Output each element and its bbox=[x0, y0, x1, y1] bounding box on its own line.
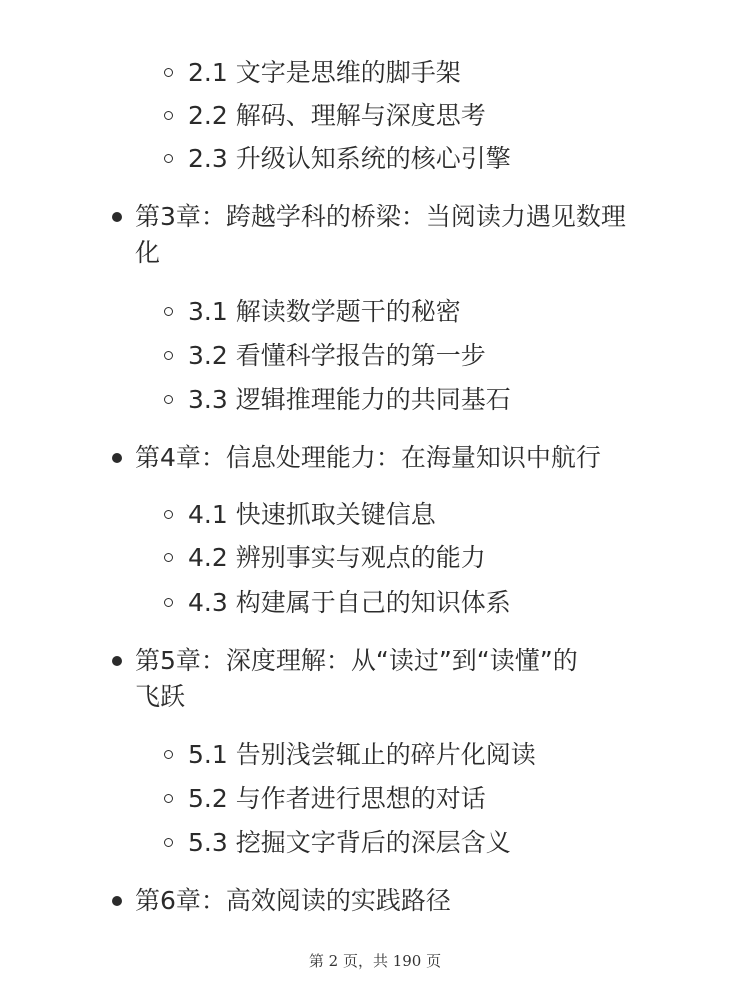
list-bullet-circle bbox=[164, 68, 173, 77]
list-bullet-disc bbox=[112, 212, 122, 222]
section-2-1: 2.1 文字是思维的脚手架 bbox=[188, 58, 461, 87]
section-3-3: 3.3 逻辑推理能力的共同基石 bbox=[188, 385, 511, 414]
list-bullet-circle bbox=[164, 395, 173, 404]
section-5-2: 5.2 与作者进行思想的对话 bbox=[188, 784, 486, 813]
list-bullet-circle bbox=[164, 111, 173, 120]
section-4-2: 4.2 辨别事实与观点的能力 bbox=[188, 543, 486, 572]
chapter-3-title: 第3章：跨越学科的桥梁：当阅读力遇见数理 bbox=[135, 202, 626, 231]
section-3-1: 3.1 解读数学题干的秘密 bbox=[188, 297, 461, 326]
chapter-5-title: 第5章：深度理解：从“读过”到“读懂”的 bbox=[135, 646, 578, 675]
section-3-2: 3.2 看懂科学报告的第一步 bbox=[188, 341, 486, 370]
chapter-6-title: 第6章：高效阅读的实践路径 bbox=[135, 886, 451, 915]
list-bullet-disc bbox=[112, 896, 122, 906]
chapter-3-title-cont: 化 bbox=[135, 238, 161, 267]
list-bullet-circle bbox=[164, 351, 173, 360]
list-bullet-circle bbox=[164, 307, 173, 316]
section-5-1: 5.1 告别浅尝辄止的碎片化阅读 bbox=[188, 740, 536, 769]
list-bullet-circle bbox=[164, 510, 173, 519]
list-bullet-circle bbox=[164, 553, 173, 562]
list-bullet-circle bbox=[164, 750, 173, 759]
section-2-2: 2.2 解码、理解与深度思考 bbox=[188, 101, 486, 130]
section-2-3: 2.3 升级认知系统的核心引擎 bbox=[188, 144, 511, 173]
list-bullet-circle bbox=[164, 838, 173, 847]
chapter-5-title-cont: 飞跃 bbox=[135, 682, 186, 711]
section-4-1: 4.1 快速抓取关键信息 bbox=[188, 500, 436, 529]
list-bullet-disc bbox=[112, 656, 122, 666]
section-5-3: 5.3 挖掘文字背后的深层含义 bbox=[188, 828, 511, 857]
list-bullet-disc bbox=[112, 453, 122, 463]
list-bullet-circle bbox=[164, 154, 173, 163]
page-number-footer: 第 2 页，共 190 页 bbox=[308, 952, 442, 970]
chapter-4-title: 第4章：信息处理能力：在海量知识中航行 bbox=[135, 443, 601, 472]
list-bullet-circle bbox=[164, 598, 173, 607]
section-4-3: 4.3 构建属于自己的知识体系 bbox=[188, 588, 511, 617]
list-bullet-circle bbox=[164, 794, 173, 803]
